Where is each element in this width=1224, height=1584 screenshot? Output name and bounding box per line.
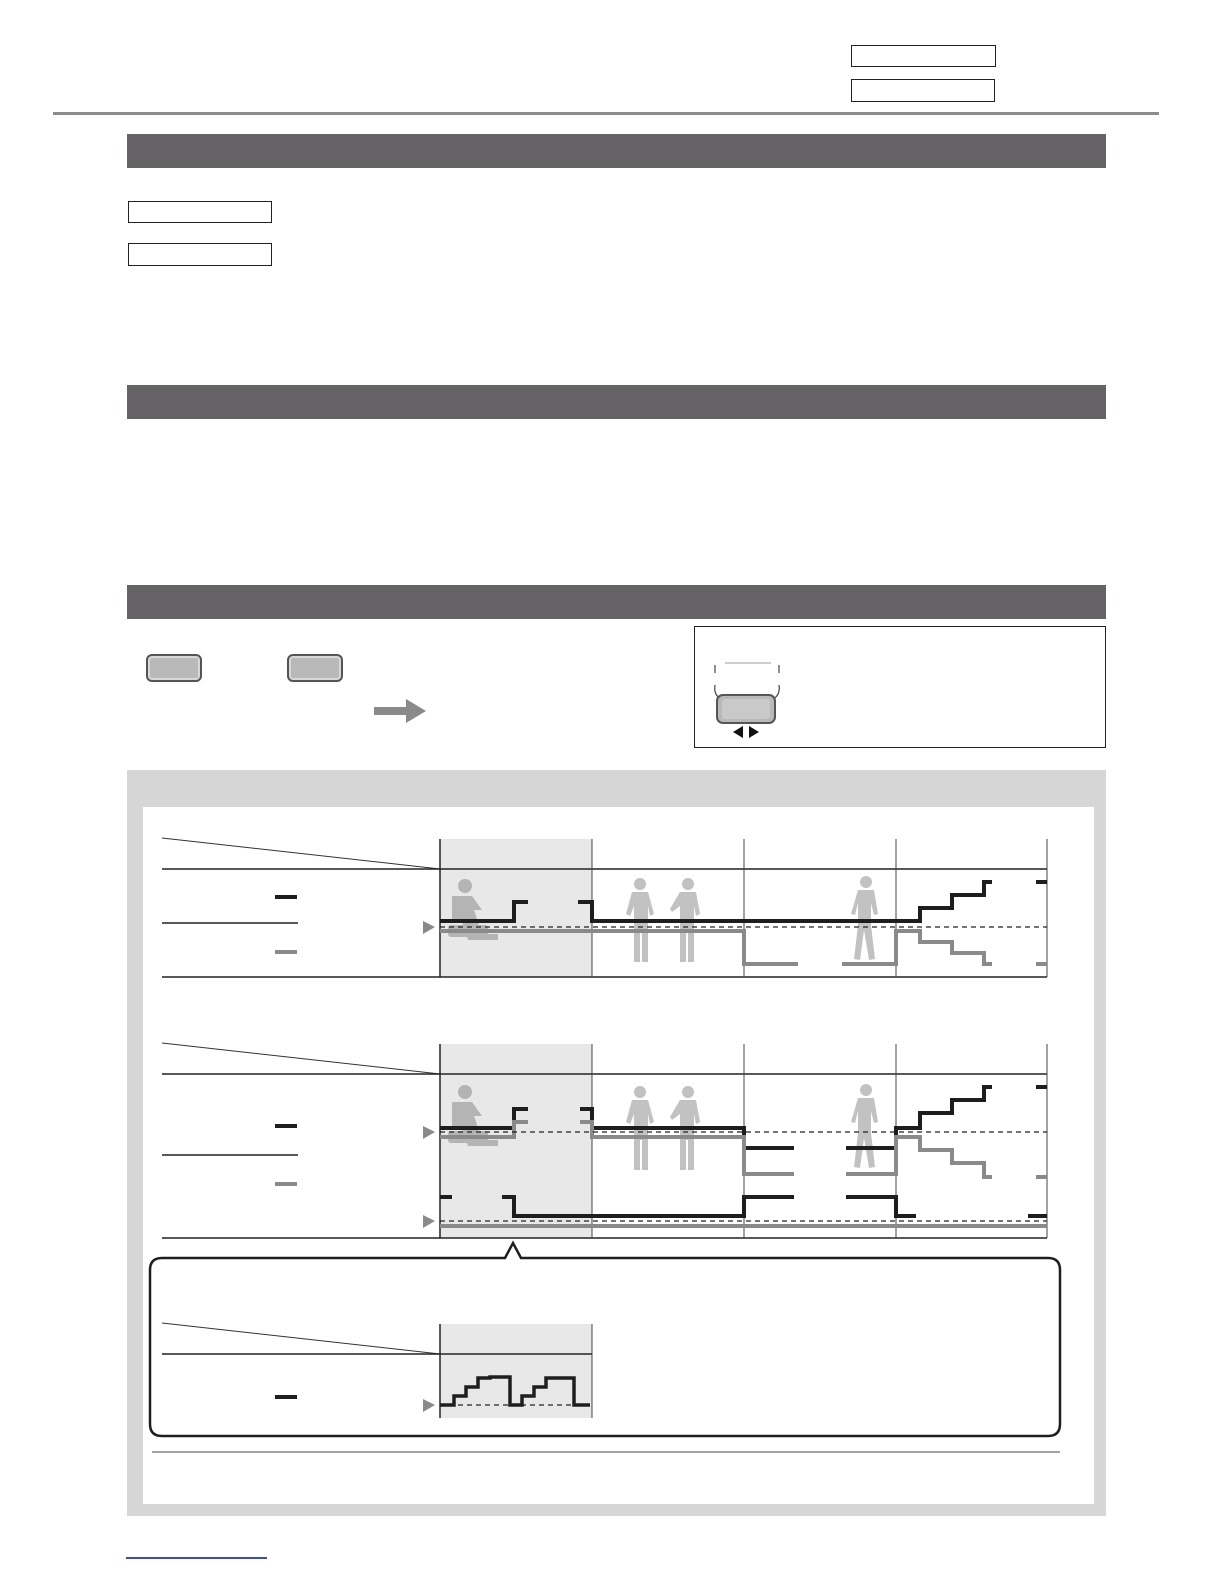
legend-dark-swatch-1 <box>275 895 297 899</box>
right-triangle-marker-icon <box>423 921 435 934</box>
right-triangle-marker-icon <box>423 1126 435 1139</box>
person-walking-silhouette <box>851 1084 878 1168</box>
diagram-chart-2 <box>162 1043 1047 1238</box>
legend-gray-swatch-1 <box>275 950 297 954</box>
footer-link-underline[interactable] <box>126 1557 267 1559</box>
right-triangle-marker-icon <box>423 1215 435 1228</box>
diagram-chart-1 <box>162 838 1047 977</box>
callout-box <box>150 1243 1060 1436</box>
person-walking-silhouette <box>851 876 878 960</box>
legend-gray-swatch-2 <box>275 1182 297 1186</box>
legend-dark-swatch-3 <box>275 1395 297 1399</box>
legend-dark-swatch-2 <box>275 1124 297 1128</box>
